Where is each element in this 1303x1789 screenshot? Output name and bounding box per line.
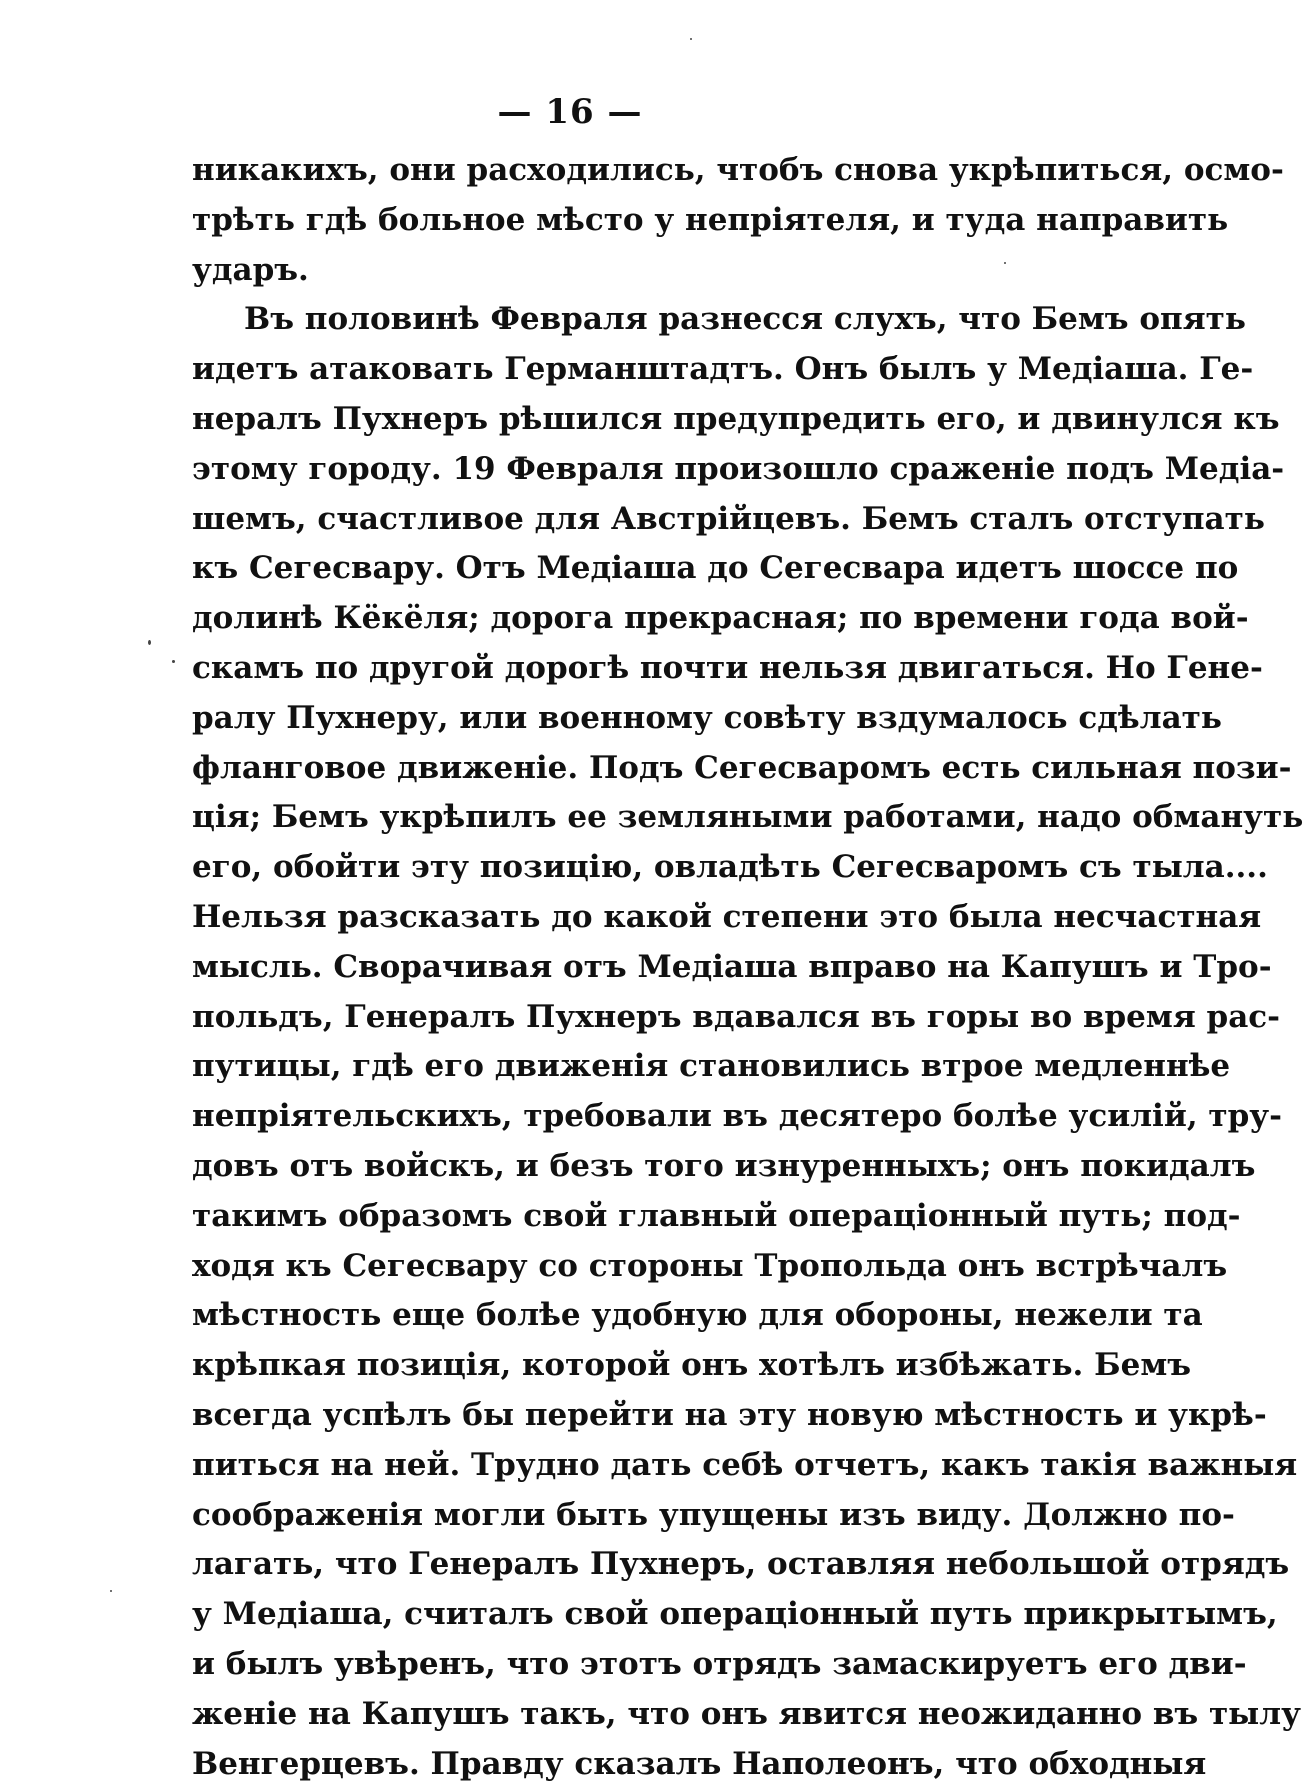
text-line: мѣстность еще болѣе удобную для обороны, нежели та (192, 1291, 1010, 1341)
scan-speck (172, 660, 175, 663)
text-line: Въ половинѣ Февраля разнесся слухъ, что Бемъ опять (192, 295, 1010, 345)
text-line: польдъ, Генералъ Пухнеръ вдавался въ горы во время рас- (192, 993, 1010, 1043)
scan-speck (148, 640, 151, 645)
text-line: къ Сегесвару. Отъ Медіаша до Сегесвара идетъ шоссе по (192, 544, 1010, 594)
text-line: шемъ, счастливое для Австрійцевъ. Бемъ сталъ отступать (192, 495, 1010, 545)
scan-speck (1004, 262, 1006, 264)
body-text (192, 146, 1010, 1789)
text-line: скамъ по другой дорогѣ почти нельзя двигаться. Но Гене- (192, 644, 1010, 694)
text-line: питься на ней. Трудно дать себѣ отчетъ, какъ такія важныя (192, 1441, 1010, 1491)
text-line: этому городу. 19 Февраля произошло сраженіе подъ Медіа- (192, 445, 1010, 495)
text-line: идетъ атаковать Германштадтъ. Онъ былъ у Медіаша. Ге- (192, 345, 1010, 395)
text-line: ходя къ Сегесвару со стороны Тропольда онъ встрѣчалъ (192, 1242, 1010, 1292)
text-line: и былъ увѣренъ, что этотъ отрядъ замаскируетъ его дви- (192, 1640, 1010, 1690)
text-line: путицы, гдѣ его движенія становились втрое медленнѣе (192, 1042, 1010, 1092)
text-line: крѣпкая позиція, которой онъ хотѣлъ избѣжать. Бемъ (192, 1341, 1010, 1391)
text-line: никакихъ, они расходились, чтобъ снова укрѣпиться, осмо- (192, 146, 1010, 196)
text-line: довъ отъ войскъ, и безъ того изнуренныхъ; онъ покидалъ (192, 1142, 1010, 1192)
text-line: ралу Пухнеру, или военному совѣту вздумалось сдѣлать (192, 694, 1010, 744)
text-line: у Медіаша, считалъ свой операціонный путь прикрытымъ, (192, 1590, 1010, 1640)
scan-speck (690, 38, 692, 40)
text-line: мысль. Сворачивая отъ Медіаша вправо на Капушъ и Тро- (192, 943, 1010, 993)
text-line: соображенія могли быть упущены изъ виду. Должно по- (192, 1491, 1010, 1541)
text-line: ція; Бемъ укрѣпилъ ее земляными работами, надо обмануть (192, 793, 1010, 843)
text-line: нералъ Пухнеръ рѣшился предупредить его, и двинулся къ (192, 395, 1010, 445)
text-line: лагать, что Генералъ Пухнеръ, оставляя небольшой отрядъ (192, 1540, 1010, 1590)
text-line: Венгерцевъ. Правду сказалъ Наполеонъ, что обходныя (192, 1740, 1010, 1789)
text-line: его, обойти эту позицію, овладѣть Сегесваромъ съ тыла.... (192, 843, 1010, 893)
text-line: трѣть гдѣ больное мѣсто у непріятеля, и туда направить (192, 196, 1010, 246)
scan-speck (110, 1590, 112, 1592)
text-line: непріятельскихъ, требовали въ десятеро болѣе усилій, тру- (192, 1092, 1010, 1142)
text-line: ударъ. (192, 246, 1010, 296)
text-line: Нельзя разсказать до какой степени это была несчастная (192, 893, 1010, 943)
text-line: фланговое движеніе. Подъ Сегесваромъ есть сильная пози- (192, 744, 1010, 794)
text-line: такимъ образомъ свой главный операціонный путь; под- (192, 1192, 1010, 1242)
text-line: всегда успѣлъ бы перейти на эту новую мѣстность и укрѣ- (192, 1391, 1010, 1441)
text-line: долинѣ Кёкёля; дорога прекрасная; по времени года вой- (192, 594, 1010, 644)
text-line: женіе на Капушъ такъ, что онъ явится неожиданно въ тылу (192, 1690, 1010, 1740)
page-number: — 16 — (0, 92, 1140, 132)
